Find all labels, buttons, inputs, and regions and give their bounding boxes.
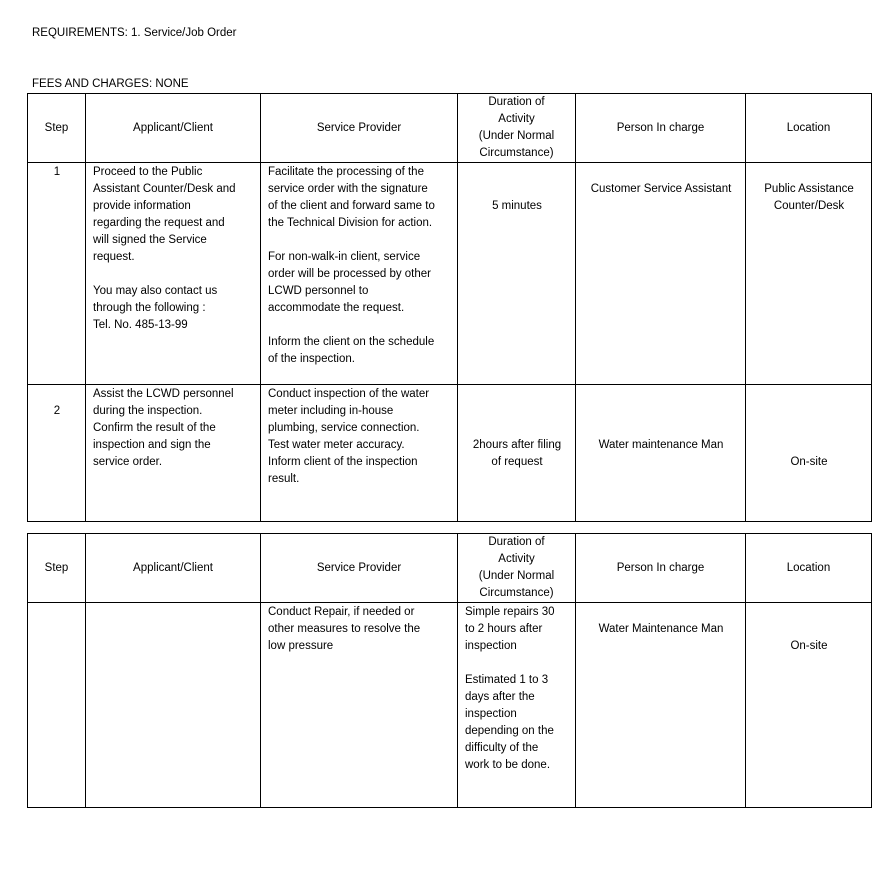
row-duration: 5 minutes [458,163,576,385]
table-row [28,163,872,385]
header-step: Step [28,534,86,603]
row-step: 2 [28,385,86,522]
header-applicant: Applicant/Client [86,534,261,603]
row-duration: Simple repairs 30 to 2 hours after inspection Estimated 1 to 3 days after the inspection depending on the difficulty of the work to be done. [458,603,576,808]
row-location: On-site [746,385,872,522]
header-applicant: Applicant/Client [86,94,261,163]
header-duration: Duration of Activity (Under Normal Circumstance) [458,94,576,163]
row-applicant [86,603,261,808]
process-table-2 [27,533,872,808]
row-duration: 2hours after filing of request [458,385,576,522]
process-table-1 [27,93,872,522]
header-step: Step [28,94,86,163]
table-header-row [28,534,872,603]
header-person: Person In charge [576,534,746,603]
row-provider: Conduct Repair, if needed or other measures to resolve the low pressure [261,603,458,808]
table-row [28,603,872,808]
row-provider: Facilitate the processing of the service order with the signature of the client and forward same to the Technical Division for action. For non-walk-in client, service order will be processed by other LCWD personnel to accommodate the request. Inform the client on the schedule of the inspection. [261,163,458,385]
row-provider: Conduct inspection of the water meter including in-house plumbing, service connection. Test water meter accuracy. Inform client of the inspection result. [261,385,458,522]
row-location: On-site [746,603,872,808]
requirements-line: REQUIREMENTS: 1. Service/Job Order [32,27,237,39]
row-person: Water Maintenance Man [576,603,746,808]
fees-line: FEES AND CHARGES: NONE [32,78,189,90]
header-person: Person In charge [576,94,746,163]
row-step [28,603,86,808]
row-applicant: Proceed to the Public Assistant Counter/Desk and provide information regarding the request and will signed the Service request. You may also contact us through the following : Tel. No. 485-13-99 [86,163,261,385]
row-step: 1 [28,163,86,385]
row-person: Water maintenance Man [576,385,746,522]
header-provider: Service Provider [261,534,458,603]
header-location: Location [746,94,872,163]
header-provider: Service Provider [261,94,458,163]
header-location: Location [746,534,872,603]
row-person: Customer Service Assistant [576,163,746,385]
row-applicant: Assist the LCWD personnel during the inspection. Confirm the result of the inspection and sign the service order. [86,385,261,522]
table-header-row [28,94,872,163]
header-duration: Duration of Activity (Under Normal Circumstance) [458,534,576,603]
row-location: Public Assistance Counter/Desk [746,163,872,385]
table-row [28,385,872,522]
